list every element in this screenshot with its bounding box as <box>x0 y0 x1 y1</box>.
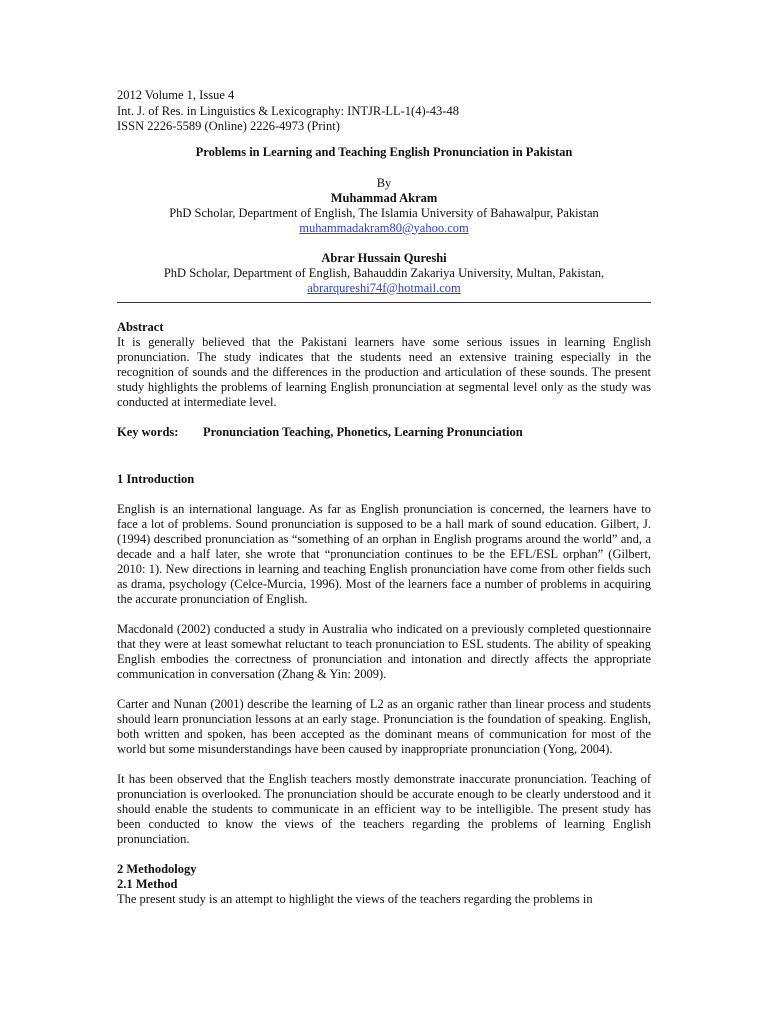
author-email-link[interactable]: abrarqureshi74f@hotmail.com <box>307 280 461 295</box>
intro-paragraph: Macdonald (2002) conducted a study in Australia who indicated on a previously completed questionnaire that they were at least somewhat reluctant to teach pronunciation to ESL students. The ability of speaking English embodies the correctness of pronunciation and intonation and directly affects the appropriate communication in conversation (Zhang & Yin: 2009). <box>117 621 651 681</box>
journal-issue: 2012 Volume 1, Issue 4 <box>117 88 235 102</box>
author-block-1 <box>117 191 651 236</box>
method-paragraph: The present study is an attempt to highlight the views of the teachers regarding the problems in <box>117 891 593 906</box>
abstract-section <box>117 320 651 410</box>
author-email-link[interactable]: muhammadakram80@yahoo.com <box>299 220 469 235</box>
keywords-line <box>117 425 651 440</box>
author-block-2 <box>117 251 651 296</box>
page-content <box>117 88 651 907</box>
intro-paragraph: Carter and Nunan (2001) describe the learning of L2 as an organic rather than linear process and students should learn pronunciation lessons at an early stage. Pronunciation is the foundation of speaking. English, both written and spoken, has been accepted as the dominant means of communication for most of the world but some misunderstandings have been caused by inappropriate pronunciation (Yong, 2004). <box>117 696 651 756</box>
section-heading-methodology: 2 Methodology <box>117 861 197 876</box>
journal-issn: ISSN 2226-5589 (Online) 2226-4973 (Print) <box>117 119 340 133</box>
author-affiliation: PhD Scholar, Department of English, The Islamia University of Bahawalpur, Pakistan <box>169 205 599 220</box>
intro-paragraph: It has been observed that the English teachers mostly demonstrate inaccurate pronunciation. Teaching of pronunciation is overlooked. The pronunciation should be accurate enough to be clearly understood and it should enable the students to communicate in an efficient way to be intelligible. The present study has been conducted to know the views of the teachers regarding the problems of learning English pronunciation. <box>117 771 651 846</box>
author-name: Muhammad Akram <box>330 190 438 205</box>
keywords-label: Key words: <box>117 424 179 439</box>
author-affiliation: PhD Scholar, Department of English, Bahauddin Zakariya University, Multan, Pakistan, <box>163 265 605 280</box>
abstract-heading: Abstract <box>117 319 164 334</box>
author-name: Abrar Hussain Qureshi <box>321 250 447 265</box>
paper-title: Problems in Learning and Teaching English Pronunciation in Pakistan <box>195 144 573 159</box>
byline: By <box>376 175 392 190</box>
section-heading-introduction: 1 Introduction <box>117 471 195 486</box>
keywords-text: Pronunciation Teaching, Phonetics, Learning Pronunciation <box>203 424 523 439</box>
journal-name: Int. J. of Res. in Linguistics & Lexicography: INTJR-LL-1(4)-43-48 <box>117 103 459 118</box>
horizontal-rule <box>117 302 651 303</box>
journal-header <box>117 88 651 135</box>
subsection-heading-method: 2.1 Method <box>117 876 178 891</box>
intro-paragraph: English is an international language. As far as English pronunciation is concerned, the learners have to face a lot of problems. Sound pronunciation is supposed to be a hall mark of sound education. Gilbert, J. (1994) described pronunciation as “something of an orphan in English programs around the world” and, a decade and a half later, she wrote that “pronunciation continues to be the EFL/ESL orphan” (Gilbert, 2010: 1). New directions in learning and teaching English pronunciation have come from other fields such as drama, psychology (Celce-Murcia, 1996). Most of the learners face a number of problems in acquiring the accurate pronunciation of English. <box>117 501 651 606</box>
abstract-text: It is generally believed that the Pakistani learners have some serious issues in learning English pronunciation. The study indicates that the students need an extensive training especially in the recognition of sounds and the differences in the production and articulation of these sounds. The present study highlights the problems of learning English pronunciation at segmental level only as the study was conducted at intermediate level. <box>117 334 651 409</box>
